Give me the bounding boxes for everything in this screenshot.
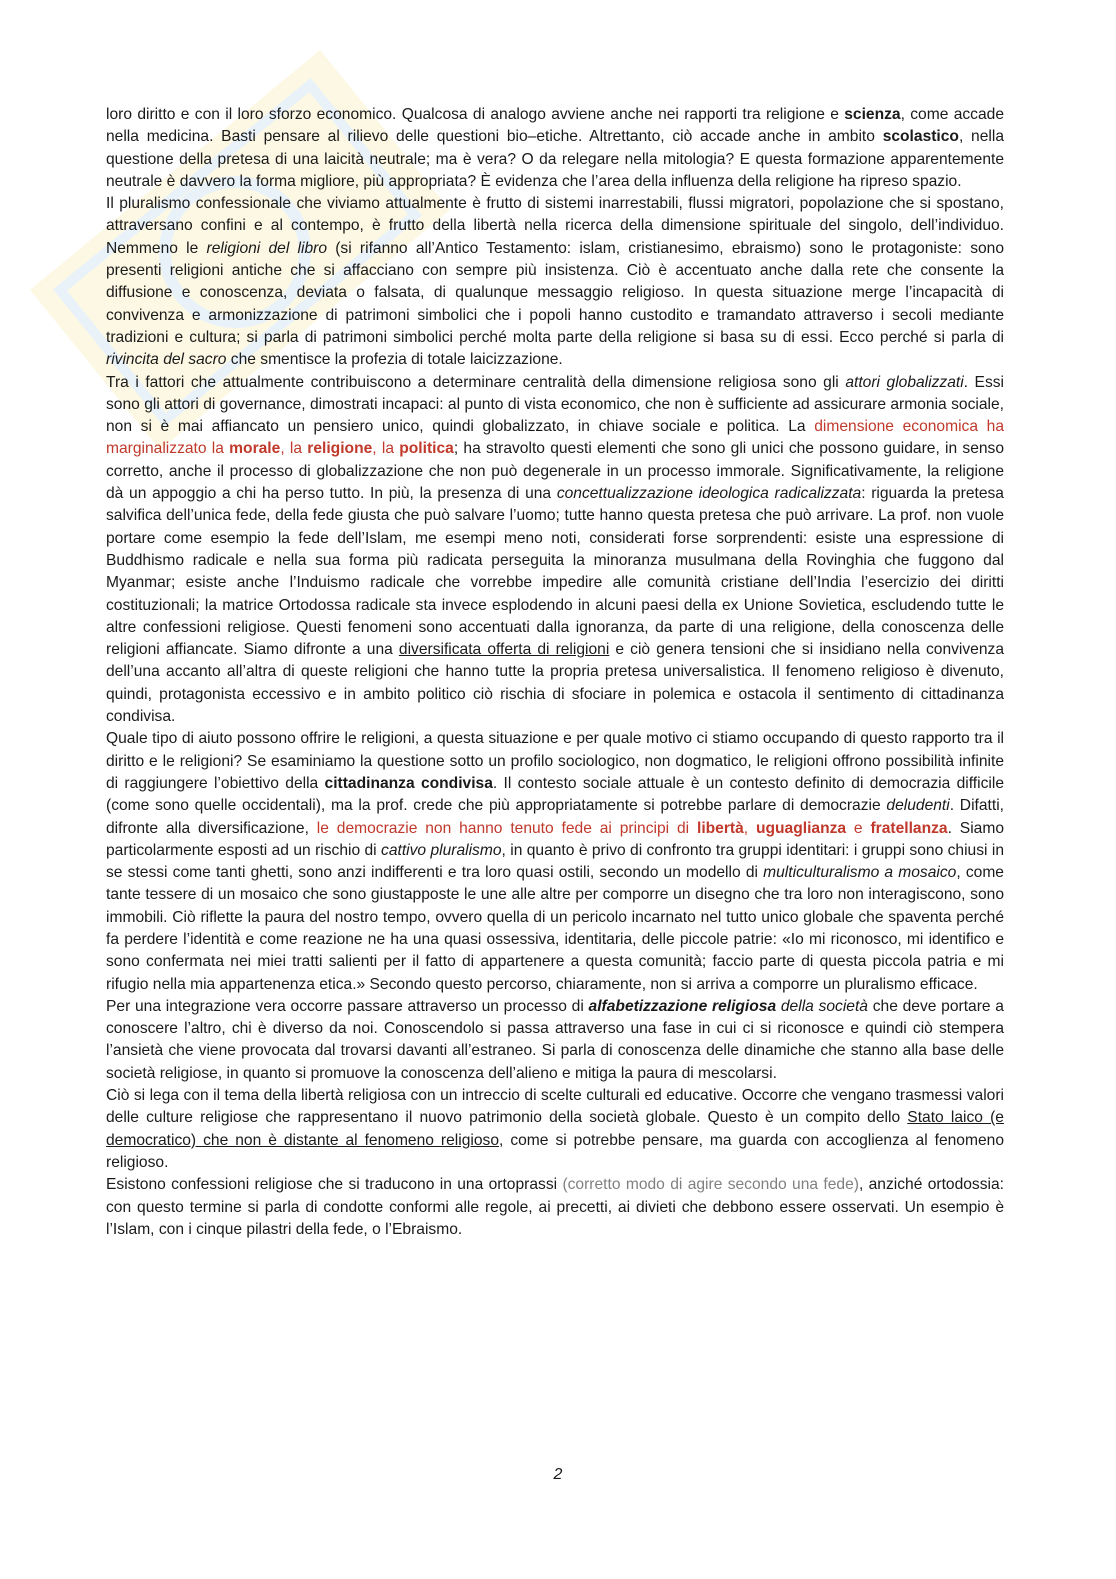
text-run: . Difatti, difronte alla diversificazione,: [106, 797, 1005, 837]
text-run: alfabetizzazione religiosa: [588, 997, 777, 1015]
text-run: , nella questione della pretesa di una laicità neutrale; ma è vera? O da relegare nella mitologia? E questa formazione apparentemente neutrale è davvero la forma migliore, più appropriata? È evidenza che l’area della influenza della religione ha ripreso spazio.: [106, 128, 1004, 190]
paragraph: [106, 1085, 1004, 1174]
text-run: , come tante tessere di un mosaico che sono giustapposte le une alle altre per comporre un disegno che tra loro non interagiscono, sono immobili. Ciò riflette la paura del nostro tempo, ovvero quella di un pericolo incarnato nel tutto unico globale che spaventa perché fa perdere l’identità e come reazione ne ha una quasi ossessiva, identitaria, delle piccole patrie: «Io mi riconosco, mi identifico e sono confermata nei miei tratti salienti per il fatto di appartenere a questa comunità; faccio parte di questa piccola patria e mi rifugio nella mia appartenenza etica.» Secondo questo percorso, chiaramente, non si arriva a comporre un pluralismo efficace.: [106, 864, 1004, 993]
text-run: politica: [399, 440, 454, 458]
text-run: Quale tipo di aiuto possono offrire le religioni, a questa situazione e per quale motivo ci stiamo occupando di questo rapporto tra il diritto e le religioni? Se esaminiamo la questione sotto un profilo sociologico, non dogmatico, le religioni offrono possibilità infinite di raggiungere l’obiettivo della: [106, 730, 1004, 792]
text-run: della società: [776, 997, 868, 1015]
text-run: , in quanto è privo di confronto tra gruppi identitari: i gruppi sono chiusi in se stessi come tanti ghetti, sono anzi indifferenti e tra loro quasi ostili, secondo un modello di: [106, 841, 1004, 882]
text-run: che smentisce la profezia di totale laicizzazione.: [226, 351, 563, 369]
text-run: . Essi sono gli attori di governance, dimostrati incapaci: al punto di vista economico, che non è sufficiente ad assicurare armonia sociale, non si è mai affiancato un pensiero unico, quindi globalizzato, in chiave sociale e politica. La: [106, 373, 1004, 436]
text-run: , come si potrebbe pensare, ma guarda con accoglienza al fenomeno religioso.: [106, 1131, 1004, 1171]
text-run: dimensione economica ha marginalizzato la: [106, 418, 1005, 458]
text-run: religione: [307, 440, 373, 458]
text-run: , la: [280, 440, 308, 458]
text-run: diversificata offerta di religioni: [398, 641, 610, 659]
text-run: loro diritto e con il loro sforzo economico. Qualcosa di analogo avviene anche nei rapporti tra religione e: [106, 106, 845, 123]
page-number: 2: [553, 1466, 563, 1483]
paragraph: [106, 1174, 1004, 1241]
text-run: che deve portare a conoscere l’altro, chi è diverso da noi. Conoscendolo si passa attraverso una fase in cui ci si riconosce e quindi ciò stempera l’ansietà che viene provocata dal trovarsi davanti all’estraneo. Si parla di conoscenza delle dinamiche che stanno alla base delle società religiose, in quanto si promuove la conoscenza dell’alieno e mitiga la paura di mescolarsi.: [106, 997, 1004, 1082]
text-run: multiculturalismo a mosaico: [763, 864, 957, 882]
text-run: , anziché ortodossia: con questo termine si parla di condotte conformi alle regole, ai precetti, ai divieti che debbono essere osservati. Un esempio è l’Islam, con i cinque pilastri della fede, o l’Ebraismo.: [106, 1176, 1004, 1238]
text-run: e ciò genera tensioni che si insidiano nella convivenza dell’una accanto all’altra di queste religioni che hanno tutte la propria pretesa universalistica. Il fenomeno religioso è divenuto, quindi, protagonista eccessivo e in ambito politico ciò rischia di sfociare in polemica e ostacola il sentimento di cittadinanza condivisa.: [106, 641, 1004, 726]
text-run: , come accade nella medicina. Basti pensare al rilievo delle questioni bio–etiche. Altrettanto, ciò accade anche in ambito: [106, 106, 1004, 146]
text-run: . Siamo particolarmente esposti ad un rischio di: [106, 819, 1004, 859]
text-run: scienza: [844, 106, 901, 123]
text-run: morale: [229, 440, 281, 458]
text-run: attori globalizzati: [845, 373, 964, 391]
text-run: e: [846, 819, 871, 837]
text-run: ; ha stravolto questi elementi che sono gli unici che possono guidare, in senso corretto, anche il processo di globalizzazione che non può degenerale in un processo immorale. Significativamente, la religione dà un appoggio a chi ha perso tutto. In più, la presenza di una: [106, 440, 1005, 503]
text-run: fratellanza: [870, 819, 948, 837]
text-run: , la: [372, 440, 400, 458]
text-run: ,: [743, 819, 756, 837]
text-run: Stato laico (e democratico) che non è distante al fenomeno religioso: [106, 1109, 1004, 1149]
text-run: . Il contesto sociale attuale è un contesto definito di democrazia difficile (come sono quelle occidentali), ma la prof. crede che più appropriatamente si potrebbe parlare di democrazie: [106, 774, 1005, 815]
document-page: [106, 104, 1004, 1241]
text-run: scolastico: [882, 128, 959, 146]
text-run: cattivo pluralismo: [381, 841, 502, 859]
text-run: cittadinanza condivisa: [324, 774, 493, 792]
text-run: (si rifanno all’Antico Testamento: islam, cristianesimo, ebraismo) sono le protagoniste: sono presenti religioni antiche che si affacciano con sempre più insistenza. Ciò è accentuato anche dalla rete che consente la diffusione e conoscenza, deviata o falsata, di qualunque messaggio religioso. In questa situazione merge l’incapacità di convivenza e armonizzazione di patrimoni simbolici che i popoli hanno custodito e tramandato attraverso i secoli mediante tradizioni e cultura; si parla di patrimoni simbolici perché molta parte della religione si basa su di essi. Ecco perché si parla di: [106, 239, 1005, 346]
text-run: : riguarda la pretesa salvifica dell’unica fede, della fede giusta che può salvare l’uomo; tutte hanno questa pretesa che può arrivare. La prof. non vuole portare come esempio la fede dell’Islam, me esempi meno noti, considerati forse sorprendenti: esiste una espressione di Buddhismo radicale e nella sua forma più radicata perseguita la minoranza musulmana della Rovinghia che fuggono dal Myanmar; esiste anche l’Induismo radicale che vorrebbe impedire alle comunità cristiane dell’India l’esercizio dei diritti costituzionali; la matrice Ortodossa radicale sta invece esplodendo in alcuni paesi della ex Unione Sovietica, escludendo tutte le altre confessioni religiose. Questi fenomeni sono accentuati dalla ignoranza, da parte di una religione, della conoscenza delle religioni affiancate. Siamo difronte a una: [106, 485, 1004, 659]
text-run: rivincita del sacro: [106, 351, 227, 369]
text-run: Per una integrazione vera occorre passare attraverso un processo di: [106, 997, 589, 1015]
paragraph: [106, 996, 1004, 1085]
text-run: religioni del libro: [206, 239, 328, 257]
text-run: Ciò si lega con il tema della libertà religiosa con un intreccio di scelte culturali ed educative. Occorre che vengano trasmessi valori delle culture religiose che rappresentano il nuovo patrimonio della società globale. Questo è un compito dello: [106, 1087, 1004, 1127]
paragraph: [106, 104, 1004, 193]
text-run: Il pluralismo confessionale che viviamo attualmente è frutto di sistemi inarrestabili, flussi migratori, popolazione che si spostano, attraversano confini e al contempo, è frutto della libertà nella ricerca della dimensione spirituale del singolo, dell’individuo. Nemmeno le: [106, 195, 1004, 257]
text-run: (corretto modo di agire secondo una fede): [562, 1176, 859, 1194]
text-run: uguaglianza: [755, 819, 847, 837]
text-run: le democrazie non hanno tenuto fede ai principi di: [316, 819, 697, 837]
text-run: Esistono confessioni religiose che si traducono in una ortoprassi: [106, 1176, 563, 1194]
text-run: Tra i fattori che attualmente contribuiscono a determinare centralità della dimensione religiosa sono gli: [106, 373, 846, 391]
text-run: deludenti: [886, 797, 950, 815]
paragraph: [106, 193, 1004, 371]
text-run: libertà: [696, 819, 744, 837]
paragraph: [106, 372, 1004, 729]
text-run: concettualizzazione ideologica radicalizzata: [556, 485, 862, 503]
paragraph: [106, 728, 1004, 996]
